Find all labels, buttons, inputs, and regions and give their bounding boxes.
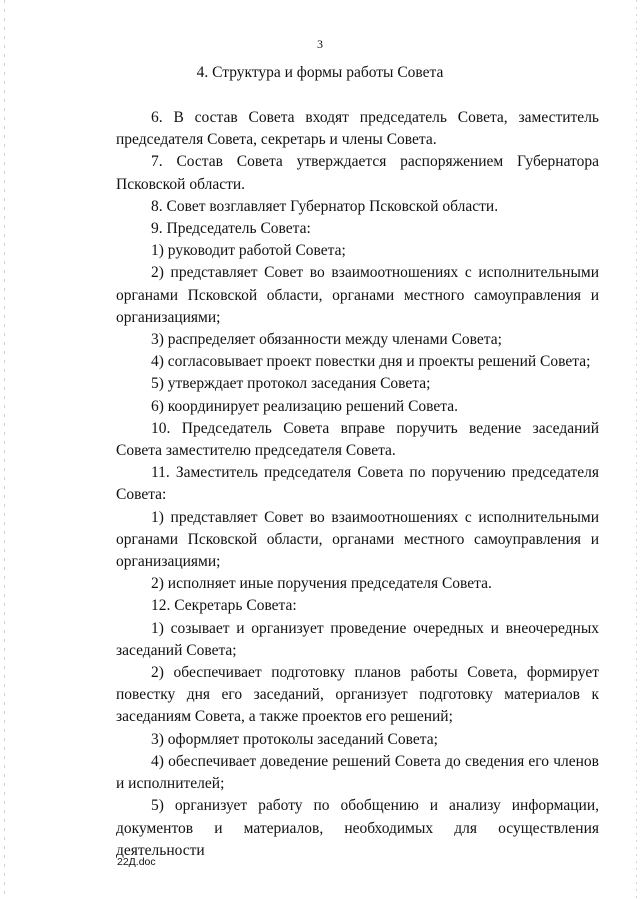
page-number: 3	[317, 37, 323, 51]
paragraph-11-item-2: 2) исполняет иные поручения председателя Совета.	[151, 575, 492, 593]
paragraph-9-item-5: 5) утверждает протокол заседания Совета;	[151, 375, 431, 393]
paragraph-12-item-2: 2) обеспечивает подготовку планов работы Совета, формирует повестку дня его заседаний, организует подготовку материалов к заседаниям Совета, а также проектов его решений;	[116, 664, 599, 726]
paragraph-9: 9. Председатель Совета:	[151, 220, 311, 238]
paragraph-9-item-2: 2) представляет Совет во взаимоотношениях с исполнительными органами Псковской области, органами местного самоуправления и организациями;	[116, 264, 599, 326]
paragraph-9-item-1: 1) руководит работой Совета;	[151, 242, 346, 260]
paragraph-11: 11. Заместитель председателя Совета по поручению председателя Совета:	[116, 464, 599, 504]
paragraph-11-item-1: 1) представляет Совет во взаимоотношениях с исполнительными органами Псковской области, органами местного самоуправления и организациями;	[116, 508, 599, 571]
document-body	[116, 107, 599, 862]
paragraph-8: 8. Совет возглавляет Губернатор Псковской области.	[151, 197, 499, 215]
paragraph-6: 6. В состав Совета входят председатель Совета, заместитель председателя Совета, секретарь и члены Совета.	[116, 109, 599, 149]
paragraph-9-item-3: 3) распределяет обязанности между членами Совета;	[151, 331, 502, 349]
scan-edge-right	[636, 0, 637, 899]
paragraph-9-item-4: 4) согласовывает проект повестки дня и проекты решений Совета;	[151, 353, 591, 371]
paragraph-12-item-1: 1) созывает и организует проведение очередных и внеочередных заседаний Совета;	[116, 619, 599, 659]
paragraph-9-item-6: 6) координирует реализацию решений Совета.	[151, 397, 458, 415]
file-name-footer: 22Д.doc	[117, 856, 156, 868]
scan-edge-left	[4, 0, 5, 899]
section-title: 4. Структура и формы работы Совета	[196, 64, 444, 81]
paragraph-12-item-4: 4) обеспечивает доведение решений Совета до сведения его членов и исполнителей;	[116, 752, 599, 793]
paragraph-12: 12. Секретарь Совета:	[151, 597, 297, 615]
paragraph-12-item-5: 5) организует работу по обобщению и анализу информации, документов и материалов, необходимых для осуществления деятельности	[116, 797, 599, 859]
paragraph-12-item-3: 3) оформляет протоколы заседаний Совета;	[151, 730, 438, 748]
paragraph-7: 7. Состав Совета утверждается распоряжением Губернатора Псковской области.	[116, 153, 599, 193]
paragraph-10: 10. Председатель Совета вправе поручить ведение заседаний Совета заместителю председателя Совета.	[116, 419, 599, 460]
